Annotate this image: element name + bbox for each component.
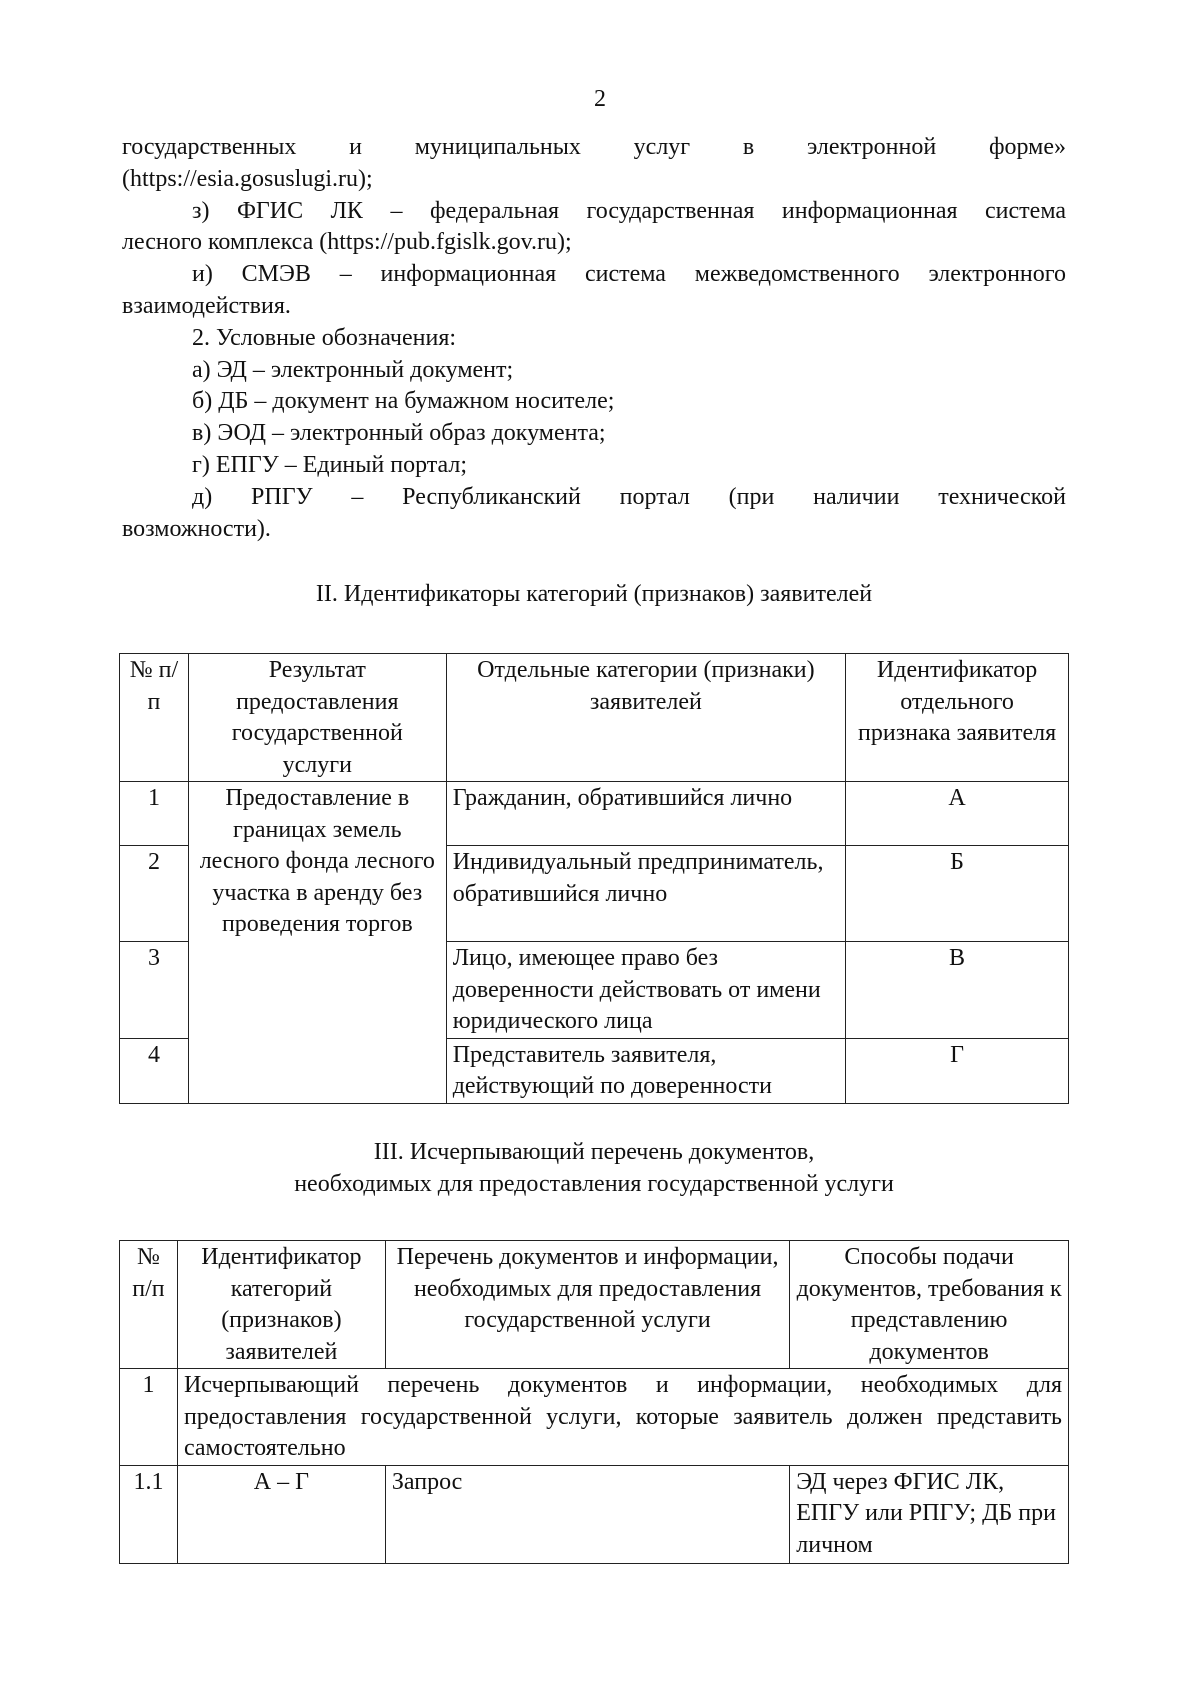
- identifier-cell: Г: [846, 1038, 1069, 1103]
- header-cell: Перечень документов и информации, необходимых для предоставления государственной услуги: [385, 1241, 789, 1369]
- row-number: 4: [120, 1038, 189, 1103]
- section2-title: II. Идентификаторы категорий (признаков) заявителей: [315, 581, 873, 608]
- header-cell: Способы подачи документов, требования к представлению документов: [790, 1241, 1069, 1369]
- header-cell: Отдельные категории (признаки) заявителей: [446, 654, 845, 782]
- row-number: 2: [120, 846, 189, 942]
- intro-line: государственных и муниципальных услуг в электронной форме»: [122, 134, 1066, 160]
- identifiers-cell: А – Г: [177, 1465, 385, 1563]
- category-cell: Гражданин, обратившийся лично: [446, 782, 845, 846]
- header-cell: Результат предоставления государственной услуги: [188, 654, 446, 782]
- category-cell: Лицо, имеющее право без доверенности действовать от имени юридического лица: [446, 942, 845, 1039]
- page-number: 2: [594, 86, 606, 112]
- intro-line: возможности).: [122, 515, 271, 542]
- header-cell: Идентификатор отдельного признака заявителя: [846, 654, 1069, 782]
- intro-line: б) ДБ – документ на бумажном носителе;: [192, 388, 615, 415]
- intro-text: [122, 132, 1066, 611]
- identifier-cell: Б: [846, 846, 1069, 942]
- applicant-categories-table: [119, 653, 1069, 1104]
- submission-method-cell: ЭД через ФГИС ЛК, ЕПГУ или РПГУ; ДБ при личном: [790, 1465, 1069, 1563]
- service-result-cell: Предоставление в границах земель лесного фонда лесного участка в аренду без проведения торгов: [188, 782, 446, 1104]
- category-cell: Представитель заявителя, действующий по доверенности: [446, 1038, 845, 1103]
- table-header-row: [120, 1241, 1069, 1369]
- intro-line: взаимодействия.: [122, 292, 291, 319]
- row-number: 3: [120, 942, 189, 1039]
- intro-line: д) РПГУ – Республиканский портал (при наличии технической: [192, 483, 1066, 510]
- table-group-row: [120, 1369, 1069, 1466]
- intro-line: в) ЭОД – электронный образ документа;: [192, 420, 606, 447]
- section3-title: [122, 1136, 1066, 1200]
- intro-line: а) ЭД – электронный документ;: [192, 356, 514, 383]
- table-row: [120, 782, 1069, 846]
- document-cell: Запрос: [385, 1465, 789, 1563]
- required-documents-table: [119, 1240, 1069, 1564]
- section3-title-line: необходимых для предоставления государственной услуги: [294, 1171, 894, 1197]
- header-cell: Идентификатор категорий (признаков) заявителей: [177, 1241, 385, 1369]
- identifier-cell: А: [846, 782, 1069, 846]
- intro-line: (https://esia.gosuslugi.ru);: [122, 165, 373, 192]
- row-number: 1.1: [120, 1465, 178, 1563]
- intro-line: г) ЕПГУ – Единый портал;: [192, 451, 468, 478]
- section3-title-line: III. Исчерпывающий перечень документов,: [373, 1139, 815, 1165]
- intro-line: и) СМЭВ – информационная система межведомственного электронного: [192, 261, 1066, 288]
- table-row: [120, 1465, 1069, 1563]
- row-number: 1: [120, 1369, 178, 1466]
- header-cell: № п/п: [120, 654, 189, 782]
- intro-line: з) ФГИС ЛК – федеральная государственная информационная система: [192, 197, 1066, 224]
- header-cell: № п/п: [120, 1241, 178, 1369]
- category-cell: Индивидуальный предприниматель, обратившийся лично: [446, 846, 845, 942]
- intro-line: лесного комплекса (https://pub.fgislk.gov.ru);: [122, 229, 572, 256]
- intro-line: 2. Условные обозначения:: [192, 324, 457, 351]
- table-header-row: [120, 654, 1069, 782]
- row-number: 1: [120, 782, 189, 846]
- group-description: Исчерпывающий перечень документов и информации, необходимых для предоставления государственной услуги, которые заявитель должен представить самостоятельно: [177, 1369, 1068, 1466]
- identifier-cell: В: [846, 942, 1069, 1039]
